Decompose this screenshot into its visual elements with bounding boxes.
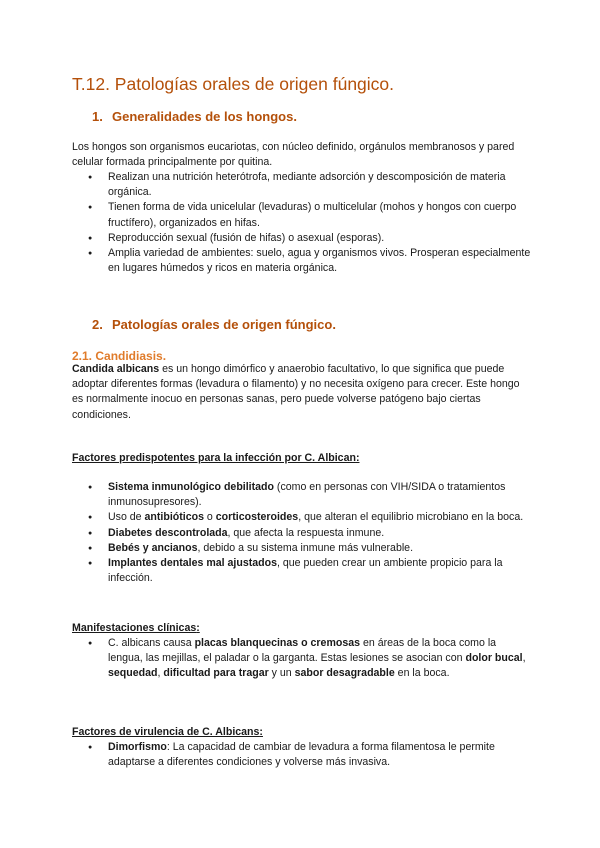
candidiasis-intro: Candida albicans es un hongo dimórfico y anaerobio facultativo, lo que significa que puede adoptar diferentes formas (levadura o filamento) y no necesita oxígeno para crecer. Este hongo es normalmente inocuo en personas sanas, pero puede volverse patógeno bajo ciertas condiciones. (72, 363, 520, 421)
list-item: ● Reproducción sexual (fusión de hifas) o asexual (esporas). (72, 231, 532, 246)
section-1-intro: Los hongos son organismos eucariotas, con núcleo definido, orgánulos membranosos y pared celular formada principalmente por quitina. (72, 141, 515, 169)
section-1-number: 1. (92, 109, 103, 124)
section-1-bullet-list (72, 170, 532, 276)
subsection-candidiasis-heading: 2.1. Candidiasis. (72, 349, 167, 363)
list-item: ● C. albicans causa placas blanquecinas o cremosas en áreas de la boca como la lengua, las mejillas, el paladar o la garganta. Estas lesiones se asocian con dolor bucal, sequedad, dificultad para tragar y un sabor desagradable en la boca. (72, 636, 532, 682)
list-item: ● Bebés y ancianos, debido a su sistema inmune más vulnerable. (72, 541, 532, 556)
section-1-title: Generalidades de los hongos. (112, 109, 297, 124)
document-title: T.12. Patologías orales de origen fúngico. (72, 74, 395, 94)
list-item: ● Uso de antibióticos o corticosteroides, que alteran el equilibrio microbiano en la boca. (72, 510, 532, 525)
section-2-heading (92, 317, 336, 332)
virulence-factors-heading: Factores de virulencia de C. Albicans: (72, 726, 263, 738)
list-item: ● Dimorfismo: La capacidad de cambiar de levadura a forma filamentosa le permite adaptarse a diferentes condiciones y volverse más invasiva. (72, 740, 532, 770)
predisposing-factors-list (72, 480, 532, 586)
section-1-heading (92, 109, 297, 124)
section-2-number: 2. (92, 317, 103, 332)
list-item: ● Implantes dentales mal ajustados, que pueden crear un ambiente propicio para la infección. (72, 556, 532, 586)
list-item: ● Realizan una nutrición heterótrofa, mediante adsorción y descomposición de materia orgánica. (72, 170, 532, 200)
virulence-factors-list (72, 740, 532, 770)
candida-term: Candida albicans (72, 363, 160, 375)
list-item: ● Sistema inmunológico debilitado (como en personas con VIH/SIDA o tratamientos inmunosupresores). (72, 480, 532, 510)
list-item: ● Amplia variedad de ambientes: suelo, agua y organismos vivos. Prosperan especialmente en lugares húmedos y ricos en materia orgánica. (72, 246, 532, 276)
section-2-title: Patologías orales de origen fúngico. (112, 317, 336, 332)
clinical-manifestations-list (72, 636, 532, 682)
clinical-manifestations-heading: Manifestaciones clínicas: (72, 622, 200, 634)
predisposing-factors-heading: Factores predispotentes para la infección por C. Albican: (72, 452, 360, 464)
list-item: ● Tienen forma de vida unicelular (levaduras) o multicelular (mohos y hongos con cuerpo fructífero), organizados en hifas. (72, 200, 532, 230)
list-item: ● Diabetes descontrolada, que afecta la respuesta inmune. (72, 526, 532, 541)
